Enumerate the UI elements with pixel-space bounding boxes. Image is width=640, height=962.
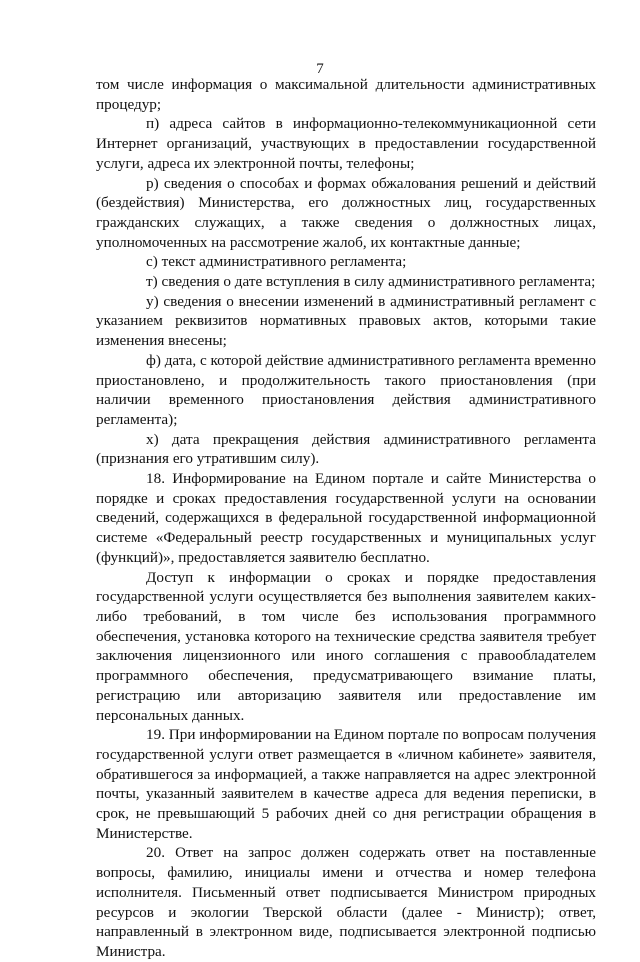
paragraph-item-u: у) сведения о внесении изменений в административный регламент с указанием реквизитов нормативных правовых актов, которыми такие изменения внесены; — [96, 292, 596, 350]
paragraph-item-s: с) текст административного регламента; — [146, 253, 407, 271]
page-number: 7 — [316, 61, 324, 77]
document-body — [96, 75, 596, 962]
paragraph-clause-19: 19. При информировании на Едином портале по вопросам получения государственной услуги ответ размещается в «личном кабинете» заявителя, обратившегося за информацией, а также направляется на адрес электронной почты, указанный заявителем в качестве адреса для ведения переписки, в срок, не превышающий 5 рабочих дней со дня регистрации обращения в Министерстве. — [96, 726, 596, 842]
paragraph-continuation: том числе информация о максимальной длительности административных процедур; — [96, 76, 596, 113]
paragraph-item-t: т) сведения о дате вступления в силу административного регламента; — [146, 273, 596, 291]
paragraph-item-p: п) адреса сайтов в информационно-телекоммуникационной сети Интернет организаций, участвующих в предоставлении государственной услуги, адреса их электронной почты, телефоны; — [96, 115, 596, 172]
paragraph-clause-20: 20. Ответ на запрос должен содержать ответ на поставленные вопросы, фамилию, инициалы имени и отчества и номер телефона исполнителя. Письменный ответ подписывается Министром природных ресурсов и экологии Тверской области (далее - Министр); ответ, направленный в электронном виде, подписывается электронной подписью Министра. — [96, 844, 596, 960]
paragraph-item-r: р) сведения о способах и формах обжалования решений и действий (бездействия) Министерства, его должностных лиц, государственных гражданских служащих, а также сведения о должностных лицах, уполномоченных на рассмотрение жалоб, их контактные данные; — [96, 174, 596, 251]
paragraph-item-f: ф) дата, с которой действие административного регламента временно приостановлено, и продолжительность такого приостановления (при наличии временного приостановления действия административного регламента); — [96, 351, 596, 428]
paragraph-item-kh: х) дата прекращения действия административного регламента (признания его утратившим силу). — [96, 430, 596, 468]
paragraph-clause-18: 18. Информирование на Едином портале и сайте Министерства о порядке и сроках предоставления государственной услуги на основании сведений, содержащихся в федеральной государственной информационной системе «Федеральный реестр государственных и муниципальных услуг (функций)», предоставляется заявителю бесплатно. — [96, 470, 596, 566]
paragraph-access: Доступ к информации о сроках и порядке предоставления государственной услуги осуществляется без выполнения заявителем каких-либо требований, в том числе без использования программного обеспечения, установка которого на технические средства заявителя требует заключения лицензионного или иного соглашения с правообладателем программного обеспечения, предусматривающего взимание платы, регистрацию или авторизацию заявителя или предоставление им персональных данных. — [96, 568, 596, 724]
